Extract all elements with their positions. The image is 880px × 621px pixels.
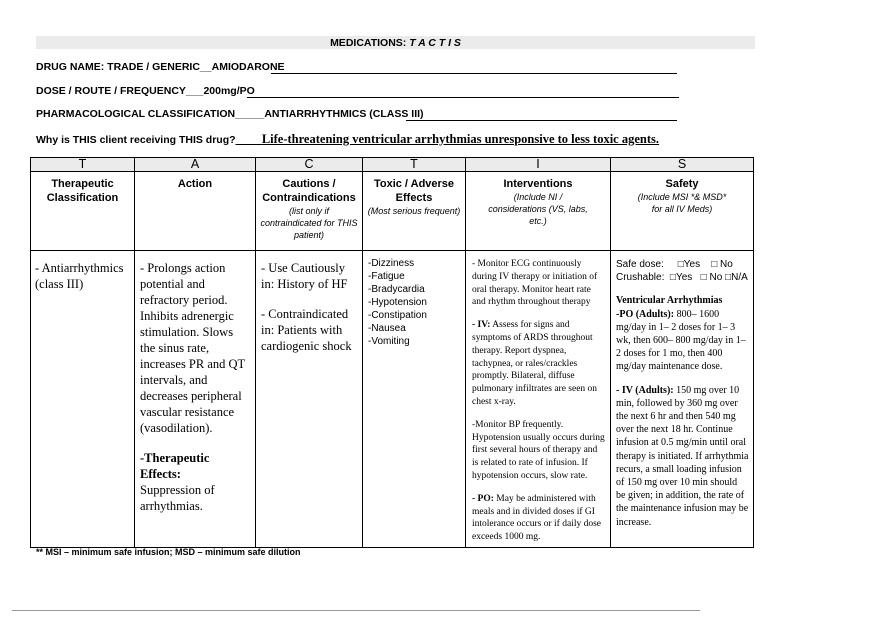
checkbox-icon[interactable]: □ bbox=[677, 259, 684, 270]
intervention-ecg: - Monitor ECG continuously during IV therapy or initiation of oral therapy. Monitor heart rate and rhythm throughout therapy bbox=[472, 259, 598, 308]
contraindications-text: - Contraindicated in: Patients with cardiogenic shock bbox=[261, 307, 352, 353]
letter-t2: T bbox=[363, 158, 466, 172]
va-heading: Ventricular Arrhythmias bbox=[616, 295, 723, 307]
letter-t1: T bbox=[31, 158, 135, 172]
toxic-item: -Fatigue bbox=[368, 271, 405, 282]
letter-c: C bbox=[256, 158, 363, 172]
safe-dose-row: Safe dose: □Yes □ No bbox=[616, 259, 733, 270]
toxic-item: -Dizziness bbox=[368, 258, 415, 269]
safety-cell bbox=[611, 251, 754, 548]
dose-line bbox=[36, 85, 255, 97]
cautions-cell bbox=[256, 251, 363, 548]
intervention-bp: -Monitor BP frequently. Hypotension usually occurs during first several hours of therapy and is related to rate of infusion. If hypotension occurs, slow rate. bbox=[472, 419, 605, 481]
crushable-row: Crushable: □Yes □ No □N/A bbox=[616, 272, 748, 284]
pharm-class-value: ANTIARRHYTHMICS (CLASS III) bbox=[264, 108, 424, 120]
pharm-class-label: PHARMACOLOGICAL CLASSIFICATION_____ bbox=[36, 108, 265, 120]
reason-label: Why is THIS client receiving THIS drug? bbox=[36, 134, 236, 146]
safety-iv: - IV (Adults): 150 mg over 10 min, followed by 360 mg over the next 6 hr and then 540 mg over the next 18 hr. Continue infusion at 0.5 mg/min until oral therapy is initiated. If arrhythmia recurs, a small loading infusion of 150 mg over 10 min should be given; in addition, the rate of the maintenance infusion may be increase. bbox=[616, 384, 749, 528]
footnote: ** MSI – minimum safe infusion; MSD – minimum safe dilution bbox=[36, 547, 301, 557]
intervention-iv: - IV: Assess for signs and symptoms of ARDS throughout therapy. Report dyspnea, tachypnea, or rales/crackles promptly. Bilateral, diffuse pulmonary infiltrates are seen on chest x-ray. bbox=[472, 320, 598, 407]
bottom-rule bbox=[12, 610, 700, 611]
reason-blank: ____ bbox=[235, 134, 262, 146]
letter-row bbox=[31, 158, 754, 172]
heading-safety: Safety (Include MSI *& MSD* for all IV Meds) bbox=[611, 172, 754, 251]
letter-s: S bbox=[611, 158, 754, 172]
therapeutic-effects-label: -Therapeutic Effects: bbox=[140, 451, 210, 481]
checkbox-icon[interactable]: □ bbox=[700, 272, 707, 284]
heading-interventions: Interventions (Include NI / considerations (VS, labs, etc.) bbox=[466, 172, 611, 251]
therapeutic-text: - Antiarrhythmics (class III) bbox=[35, 261, 124, 291]
safety-po: -PO (Adults): 800– 1600 mg/day in 1– 2 doses for 1– 3 wk, then 600– 800 mg/day in 1– 2 doses for 1 mo, then 400 mg/day maintenance dose. bbox=[616, 308, 746, 373]
pharm-class-underline bbox=[406, 120, 677, 121]
heading-cautions: Cautions / Contraindications (list only if contraindicated for THIS patient) bbox=[256, 172, 363, 251]
toxic-item: -Constipation bbox=[368, 310, 427, 321]
page-title: MEDICATIONS: T A C T I S bbox=[330, 37, 461, 49]
pharm-class-line bbox=[36, 108, 424, 120]
heading-row bbox=[31, 172, 754, 251]
tactis-table bbox=[30, 157, 754, 548]
checkbox-icon[interactable]: □ bbox=[711, 259, 718, 270]
dose-underline bbox=[247, 97, 679, 98]
interventions-cell bbox=[466, 251, 611, 548]
reason-value: Life-threatening ventricular arrhythmias unresponsive to less toxic agents. bbox=[261, 132, 660, 146]
cautions-text: - Use Cautiously in: History of HF bbox=[261, 261, 348, 291]
intervention-po: - PO: May be administered with meals and in divided doses if GI intolerance occurs or if daily dose exceeds 1000 mg. bbox=[472, 493, 601, 543]
letter-i: I bbox=[466, 158, 611, 172]
drug-name-line bbox=[36, 61, 285, 73]
toxic-item: -Nausea bbox=[368, 323, 406, 334]
dose-value: 200mg/PO bbox=[203, 85, 255, 97]
toxic-item: -Vomiting bbox=[368, 336, 410, 347]
checkbox-icon[interactable]: □ bbox=[669, 272, 676, 284]
action-text: - Prolongs action potential and refractory period. Inhibits adrenergic stimulation. Slows the sinus rate, increases PR and QT intervals, and decreases peripheral vascular resistance (vasodilation). bbox=[140, 261, 245, 435]
drug-name-underline bbox=[271, 73, 677, 74]
content-row bbox=[31, 251, 754, 548]
drug-name-label: DRUG NAME: TRADE / GENERIC__ bbox=[36, 61, 212, 73]
letter-a: A bbox=[135, 158, 256, 172]
toxic-cell bbox=[363, 251, 466, 548]
therapeutic-cell bbox=[31, 251, 135, 548]
checkbox-icon[interactable]: □ bbox=[725, 272, 732, 284]
heading-action: Action bbox=[135, 172, 256, 251]
toxic-item: -Bradycardia bbox=[368, 284, 425, 295]
dose-label: DOSE / ROUTE / FREQUENCY___ bbox=[36, 85, 204, 97]
therapeutic-effects-text: Suppression of arrhythmias. bbox=[140, 483, 215, 513]
action-cell bbox=[135, 251, 256, 548]
toxic-item: -Hypotension bbox=[368, 297, 427, 308]
drug-name-value: AMIODARONE bbox=[211, 61, 285, 73]
heading-therapeutic: Therapeutic Classification bbox=[31, 172, 135, 251]
heading-toxic: Toxic / Adverse Effects (Most serious frequent) bbox=[363, 172, 466, 251]
reason-line bbox=[36, 132, 659, 147]
